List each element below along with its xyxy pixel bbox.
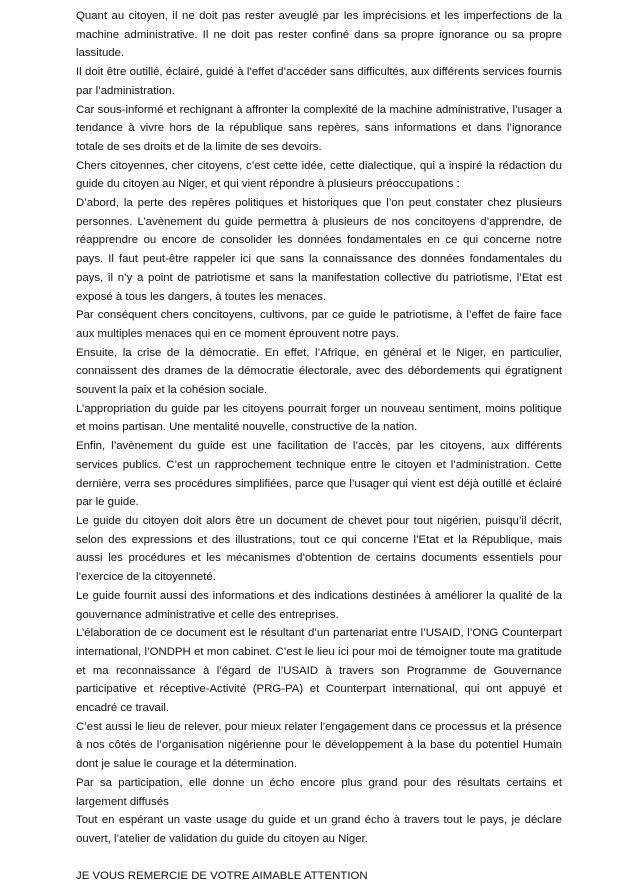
document-page xyxy=(76,7,562,885)
paragraph: Ensuite, la crise de la démocratie. En effet, l’Afrique, en général et le Niger, en particulier, connaissent des drames de la démocratie électorale, avec des débordements qui égratignent souvent la paix et la cohésion sociale. xyxy=(76,346,562,397)
paragraph: Par sa participation, elle donne un écho encore plus grand pour des résultats certains et largement diffusés xyxy=(76,776,562,808)
paragraph: L’élaboration de ce document est le résultant d’un partenariat entre l’USAID, l’ONG Counterpart international, l’ONDPH et mon cabinet. C’est le lieu ici pour moi de témoigner toute ma gratitude et ma reconnaissance à l’égard de l’USAID à travers son Programme de Gouvernance participative et réceptive-Activité (PRG-PA) et Counterpart international, qui ont appuyé et encadré ce travail. xyxy=(76,627,562,715)
paragraph: Il doit être outillé, éclairé, guidé à l’effet d’accéder sans difficultés, aux différents services fournis par l’administration. xyxy=(76,66,562,97)
paragraph: C’est aussi le lieu de relever, pour mieux relater l’engagement dans ce processus et la présence à nos côtés de l’organisation nigérienne pour le développement à la base du potentiel Humain dont je salue le courage et la détermination. xyxy=(76,720,562,771)
paragraph: Tout en espérant un vaste usage du guide et un grand écho à travers tout le pays, je déclare ouvert, l’atelier de validation du guide du citoyen au Niger. xyxy=(76,814,562,845)
paragraph: Le guide du citoyen doit alors être un document de chevet pour tout nigérien, puisqu’il décrit, selon des expressions et des illustrations, tout ce qui concerne l’Etat et la République, mais aussi les procédures et les mécanismes d’obtention de certains documents essentiels pour l’exercice de la citoyenneté. xyxy=(76,514,562,584)
paragraph: Le guide fournit aussi des informations et des indications destinées à améliorer la qualité de la gouvernance administrative et celle des entreprises. xyxy=(76,589,562,621)
paragraph: L’appropriation du guide par les citoyens pourrait forger un nouveau sentiment, moins politique et moins partisan. Une mentalité nouvelle, constructive de la nation. xyxy=(76,402,562,434)
paragraph: Car sous-informé et rechignant à affronter la complexité de la machine administrative, l’usager a tendance à vivre hors de la république sans repères, sans informations et dans l’ignorance totale de ses droits et de la limite de ses devoirs. xyxy=(76,103,562,153)
paragraph: Quant au citoyen, il ne doit pas rester aveuglé par les imprécisions et les imperfections de la machine administrative. Il ne doit pas rester confiné dans sa propre ignorance ou sa propre lassitude. xyxy=(76,10,562,60)
paragraph: Chers citoyennes, cher citoyens, c’est cette idée, cette dialectique, qui a inspiré la rédaction du guide du citoyen au Niger, et qui vient répondre à plusieurs préoccupations : xyxy=(76,159,562,191)
closing-line: JE VOUS REMERCIE DE VOTRE AIMABLE ATTENTION xyxy=(76,869,368,882)
paragraph: D’abord, la perte des repères politiques et historiques que l’on peut constater chez plusieurs personnes. L’avènement du guide permettra à plusieurs de nos concitoyens d’apprendre, de réapprendre ou encore de consolider les données fondamentales en ce qui concerne notre pays. Il faut peut-être rappeler ici que sans la connaissance des données fondamentales du pays, il n’y a point de patriotisme et sans la manifestation collective du patriotisme, l’Etat est exposé à tous les dangers, à toutes les menaces. xyxy=(76,197,562,303)
paragraph: Par conséquent chers concitoyens, cultivons, par ce guide le patriotisme, à l’effet de faire face aux multiples menaces qui en ce moment éprouvent notre pays. xyxy=(76,309,562,340)
paragraph: Enfin, l’avènement du guide est une facilitation de l’accès, par les citoyens, aux différents services publics. C’est un rapprochement technique entre le citoyen et l’administration. Cette dernière, verra ses procédures simplifiées, parce que l’usager qui vient est déjà outillé et éclairé par le guide. xyxy=(76,440,562,509)
